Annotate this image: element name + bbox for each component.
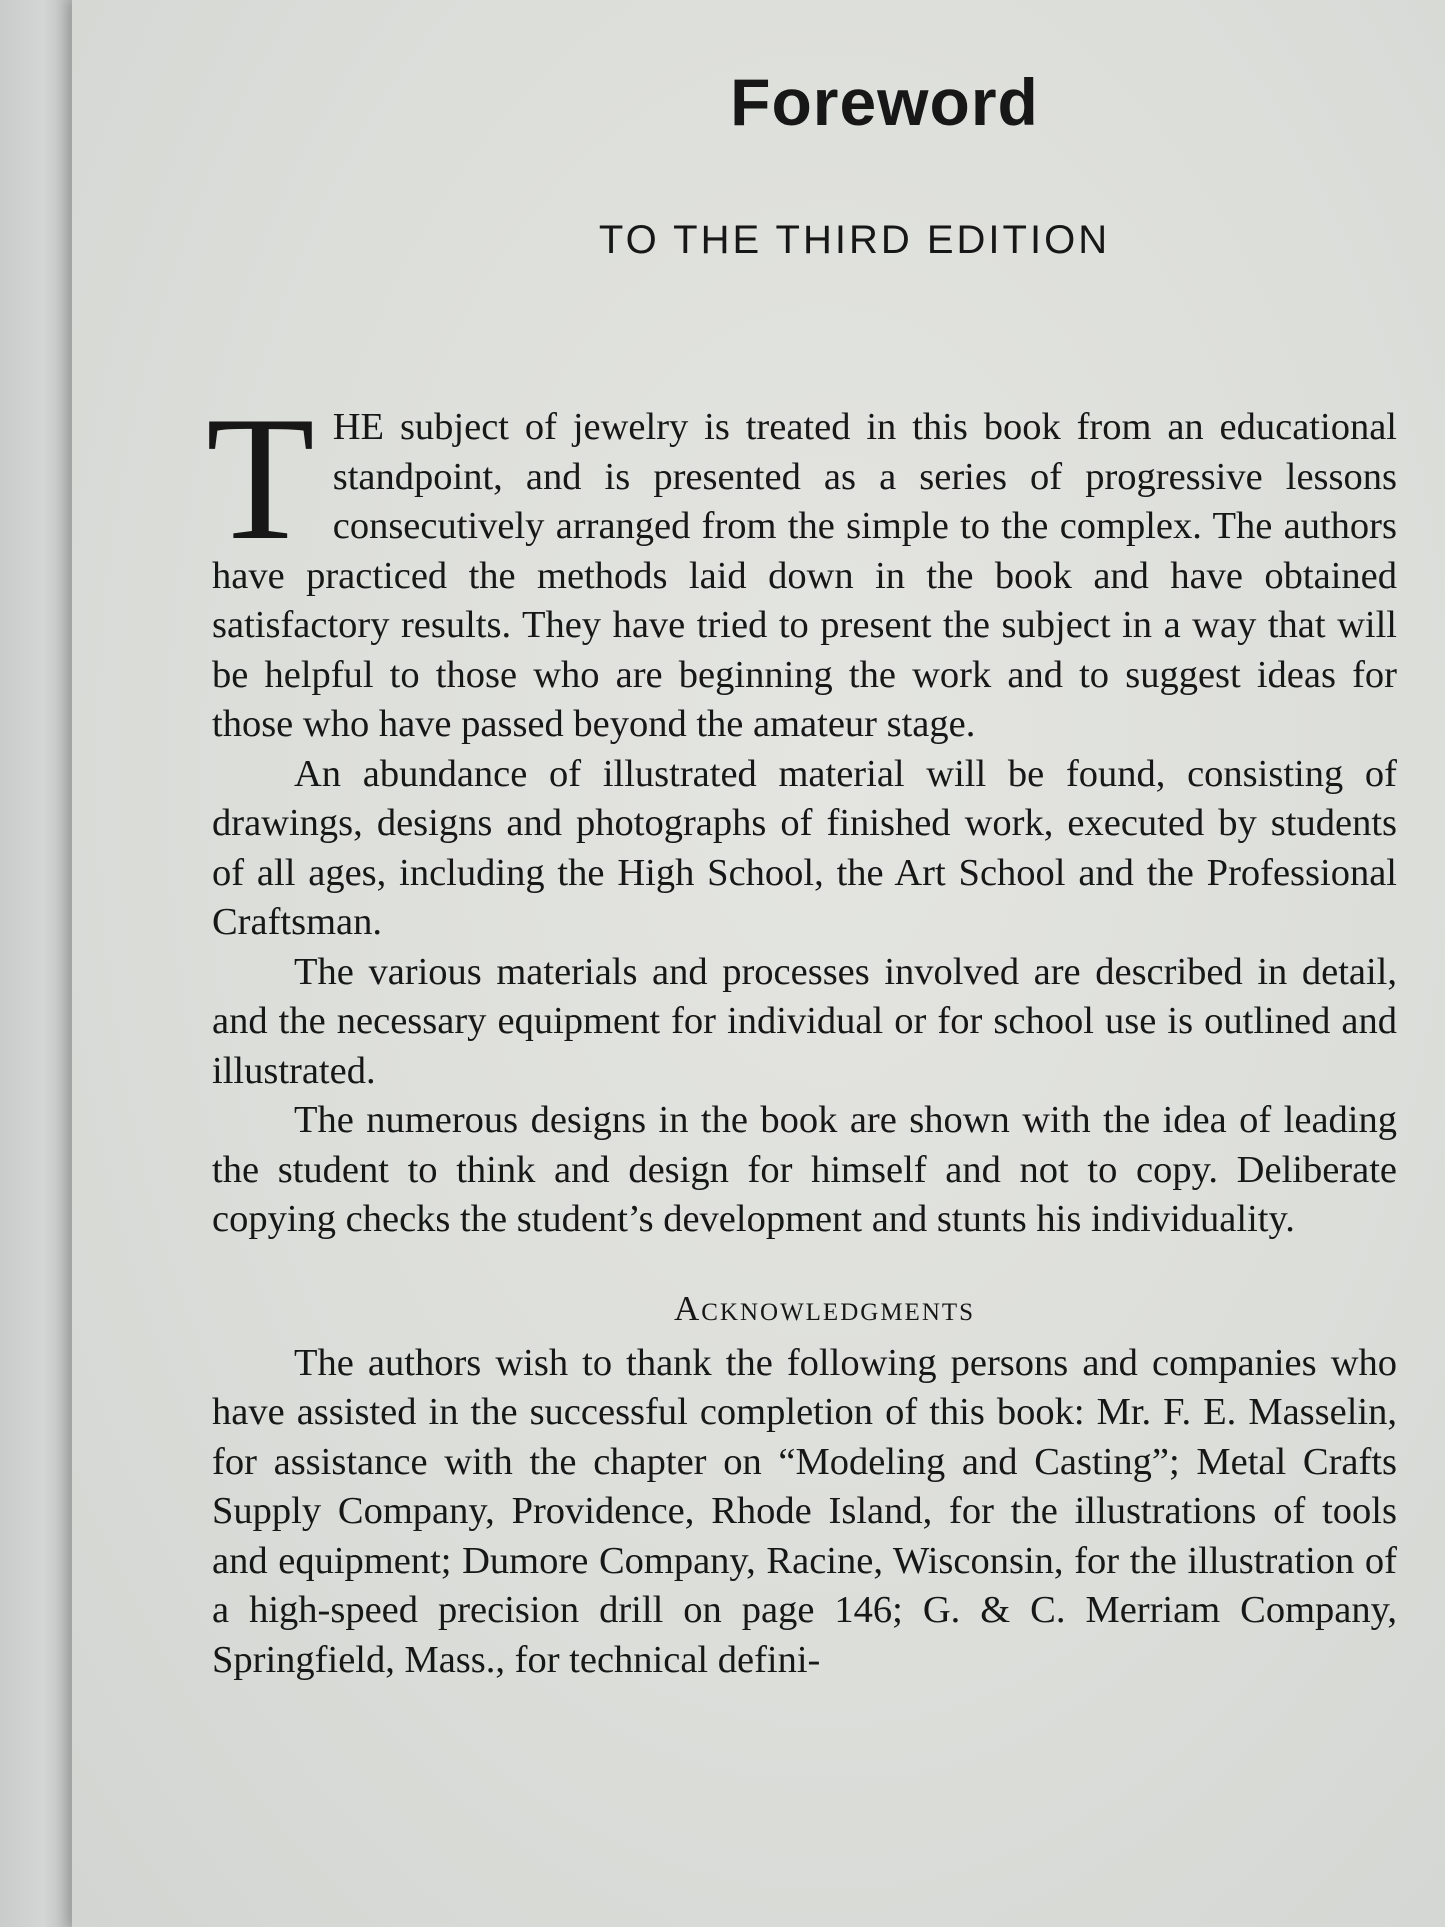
paragraph-illustrations: An abundance of illustrated material will be found, consisting of drawings, designs and photographs of finished work, executed by students of all ages, including the High School, the Art School and the Professional Craftsman. [212,752,1397,943]
book-spine-shadow [0,0,80,1927]
drop-cap: T [206,379,315,577]
acknowledgments-body [212,1339,1397,1686]
paragraph-materials: The various materials and processes involved are described in detail, and the necessary equipment for individual or for school use is outlined and illustrated. [212,950,1397,1092]
intro-paragraph [206,379,1397,750]
foreword-body [206,379,1397,1245]
page-subtitle: TO THE THIRD EDITION [598,218,1111,262]
acknowledgments-heading: Acknowledgments [673,1288,976,1328]
paragraph-designs: The numerous designs in the book are shown with the idea of leading the student to think and design for himself and not to copy. Deliberate copying checks the student’s development and stunts his individuality. [212,1099,1397,1240]
page-content [206,60,1397,1685]
page-title: Foreword [730,65,1039,139]
acknowledgments-paragraph: The authors wish to thank the following persons and companies who have assisted in the successful completion of this book: Mr. F. E. Masselin, for assistance with the chapter on “Modeling and Casting”; Metal Crafts Supply Company, Providence, Rhode Island, for the illustrations of tools and equipment; Dumore Company, Racine, Wisconsin, for the illustration of a high-speed precision drill on page 146; G. & C. Merriam Company, Springfield, Mass., for technical defini- [212,1341,1397,1681]
intro-text: HE subject of jewelry is treated in this book from an educational standpoint, and is presented as a series of progressive lessons consecutively arranged from the simple to the complex. The authors have practiced the methods laid down in the book and have obtained satisfactory results. They have tried to present the subject in a way that will be helpful to those who are beginning the work and to suggest ideas for those who have passed beyond the amateur stage. [212,406,1397,745]
book-page [72,0,1445,1927]
